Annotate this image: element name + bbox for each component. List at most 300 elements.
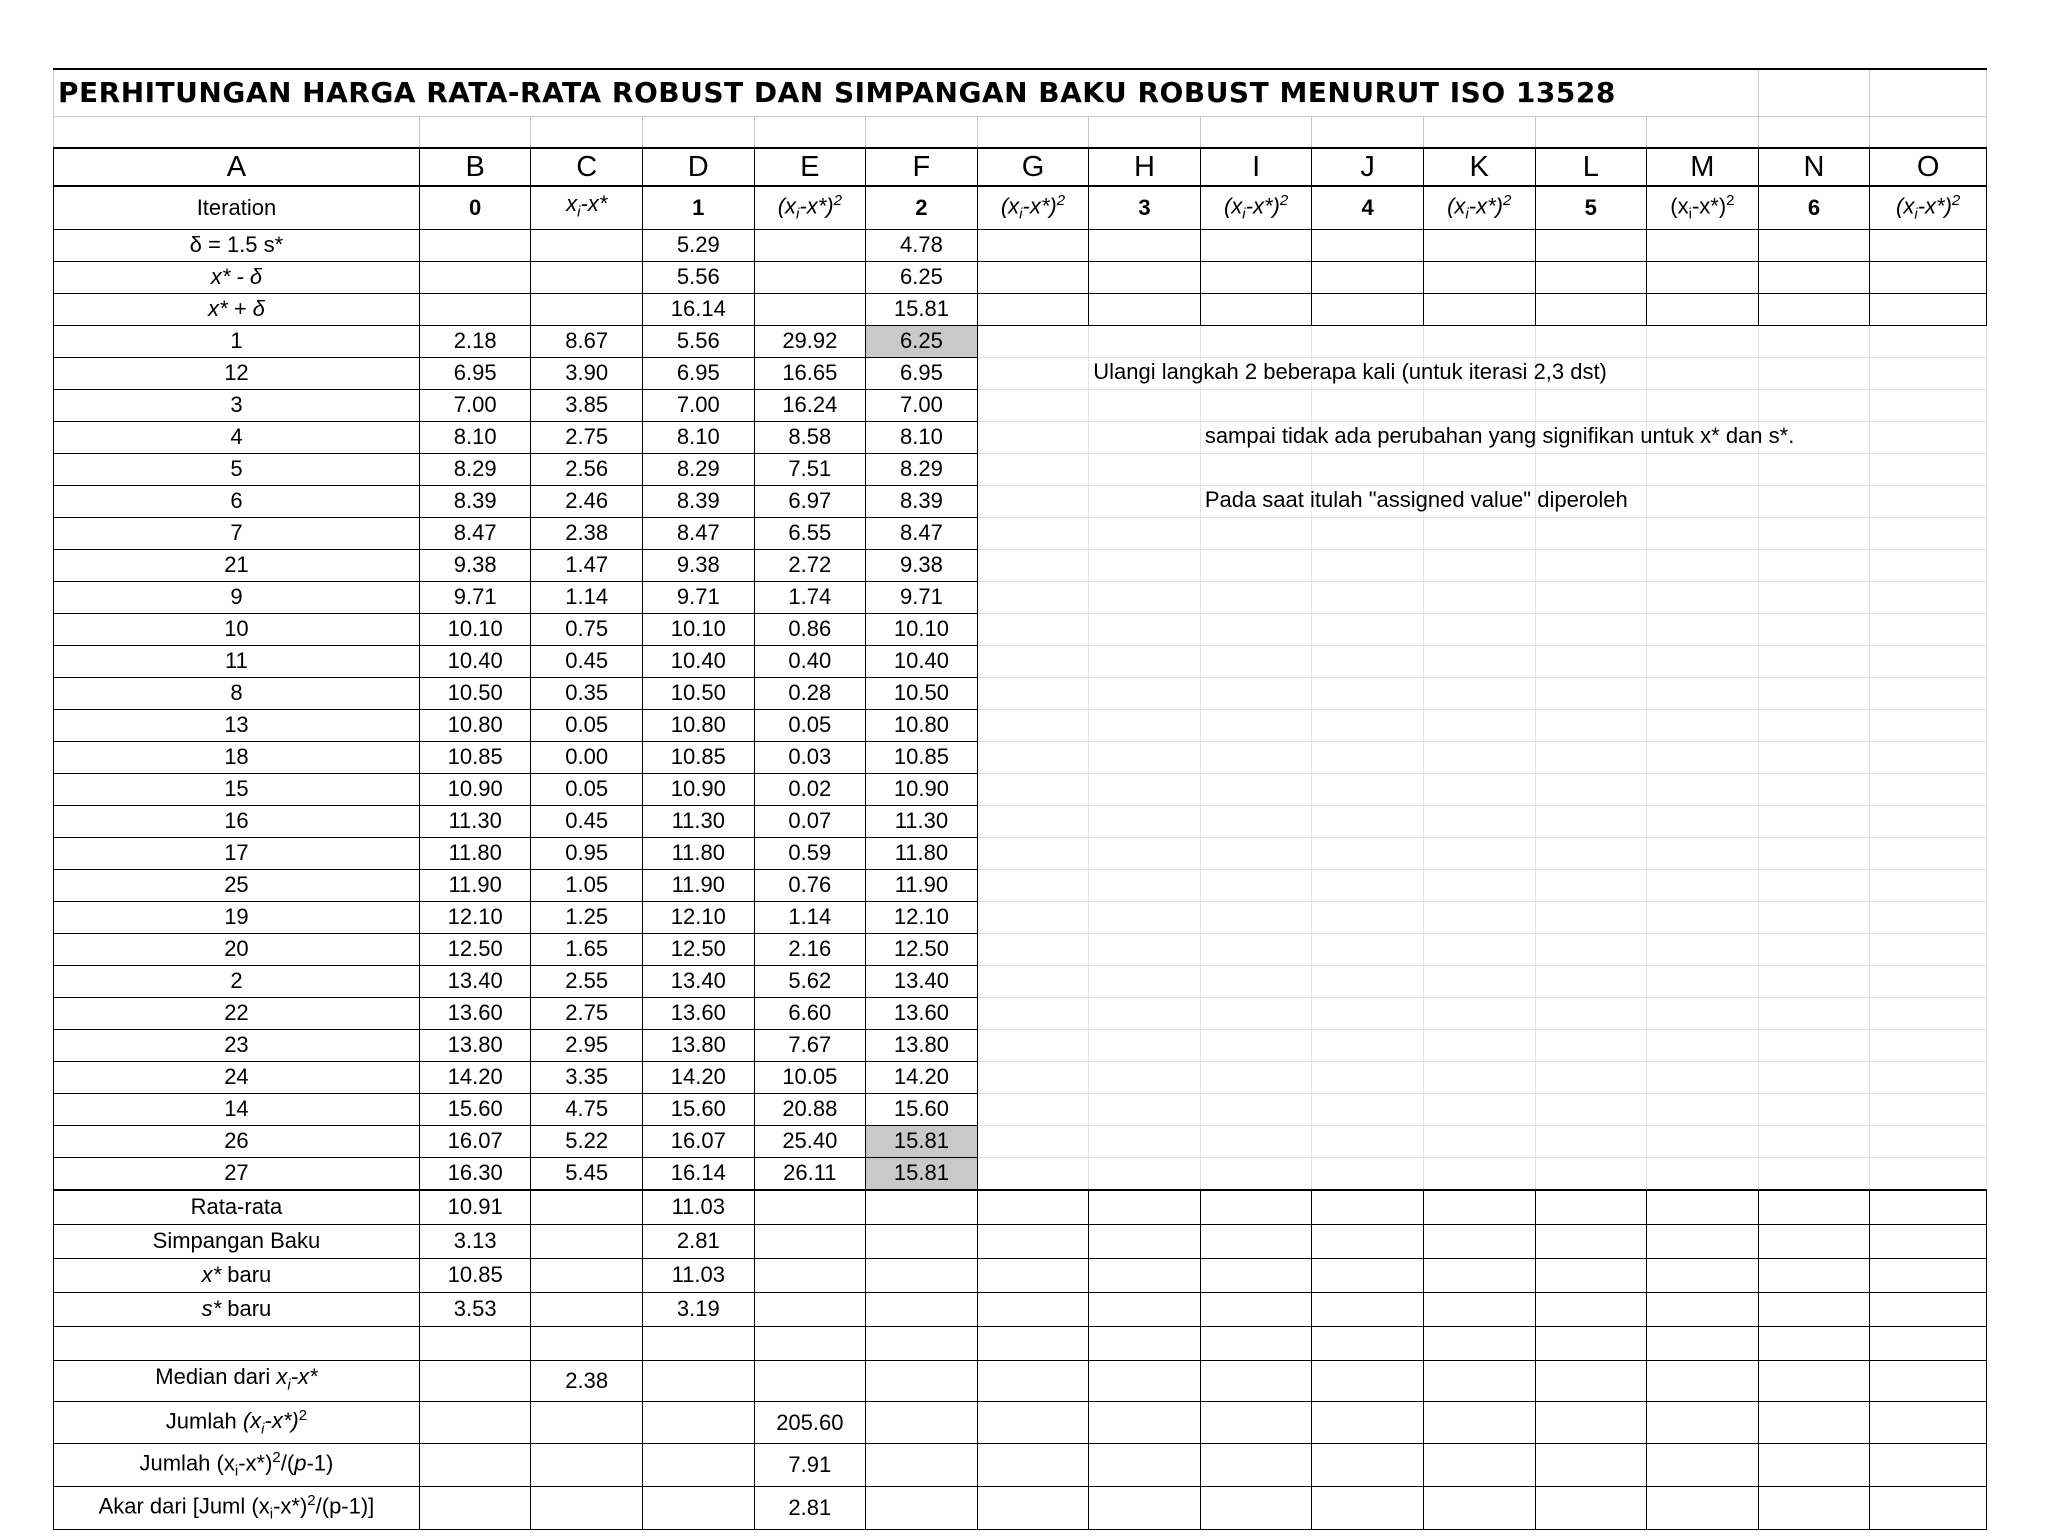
cell[interactable] — [977, 1061, 1089, 1093]
cell[interactable] — [1758, 1125, 1870, 1157]
cell[interactable] — [1312, 117, 1424, 149]
cell[interactable] — [1200, 1125, 1312, 1157]
cell[interactable] — [977, 485, 1089, 517]
cell[interactable] — [977, 229, 1089, 261]
cell[interactable] — [1312, 613, 1424, 645]
cell[interactable] — [1870, 549, 1987, 581]
cell[interactable] — [1089, 645, 1201, 677]
cell[interactable] — [1870, 293, 1987, 325]
cell[interactable] — [1758, 517, 1870, 549]
cell[interactable] — [977, 1292, 1089, 1326]
cell[interactable] — [1089, 261, 1201, 293]
cell[interactable] — [1200, 1258, 1312, 1292]
cell[interactable] — [1647, 1258, 1759, 1292]
cell[interactable] — [1200, 1157, 1312, 1190]
cell[interactable] — [866, 117, 978, 149]
cell[interactable] — [977, 613, 1089, 645]
cell[interactable] — [1870, 389, 1987, 421]
cell[interactable] — [1423, 1444, 1535, 1487]
cell[interactable] — [754, 1258, 866, 1292]
cell[interactable] — [1089, 741, 1201, 773]
cell[interactable] — [1089, 613, 1201, 645]
cell[interactable] — [1758, 1401, 1870, 1444]
cell[interactable] — [754, 117, 866, 149]
cell[interactable] — [1535, 1157, 1647, 1190]
cell[interactable] — [1758, 741, 1870, 773]
cell[interactable] — [1089, 1401, 1201, 1444]
cell[interactable] — [977, 805, 1089, 837]
cell[interactable] — [419, 1444, 531, 1487]
cell[interactable] — [1089, 997, 1201, 1029]
cell[interactable] — [1312, 1258, 1424, 1292]
cell[interactable] — [977, 677, 1089, 709]
cell[interactable] — [1870, 357, 1987, 389]
cell[interactable] — [1647, 1029, 1759, 1061]
cell[interactable] — [419, 1360, 531, 1401]
cell[interactable] — [1089, 1292, 1201, 1326]
cell[interactable] — [977, 741, 1089, 773]
cell[interactable] — [866, 1401, 978, 1444]
cell[interactable] — [531, 1258, 643, 1292]
cell[interactable] — [643, 1401, 755, 1444]
cell[interactable] — [977, 1157, 1089, 1190]
cell[interactable] — [1758, 1190, 1870, 1225]
cell[interactable] — [1089, 229, 1201, 261]
cell[interactable] — [1758, 709, 1870, 741]
cell[interactable] — [1312, 837, 1424, 869]
cell[interactable] — [1089, 1258, 1201, 1292]
cell[interactable] — [1535, 1444, 1647, 1487]
cell[interactable] — [1647, 613, 1759, 645]
cell[interactable] — [1535, 613, 1647, 645]
cell[interactable] — [1200, 677, 1312, 709]
cell[interactable] — [1312, 1292, 1424, 1326]
cell[interactable] — [1647, 805, 1759, 837]
cell[interactable] — [1870, 261, 1987, 293]
cell[interactable] — [1758, 261, 1870, 293]
cell[interactable] — [1870, 421, 1987, 453]
cell[interactable] — [1312, 389, 1424, 421]
cell[interactable] — [1423, 645, 1535, 677]
cell[interactable] — [1535, 1061, 1647, 1093]
cell[interactable] — [977, 1224, 1089, 1258]
cell[interactable] — [1758, 1292, 1870, 1326]
cell[interactable] — [1200, 645, 1312, 677]
cell[interactable] — [1423, 997, 1535, 1029]
cell[interactable] — [1200, 293, 1312, 325]
cell[interactable] — [1758, 1258, 1870, 1292]
cell[interactable] — [1089, 805, 1201, 837]
cell[interactable] — [1647, 1487, 1759, 1530]
cell[interactable] — [1423, 581, 1535, 613]
cell[interactable] — [1089, 389, 1201, 421]
cell[interactable] — [1423, 325, 1535, 357]
cell[interactable] — [1423, 229, 1535, 261]
cell[interactable] — [1535, 261, 1647, 293]
cell[interactable] — [977, 421, 1089, 453]
cell[interactable] — [1200, 549, 1312, 581]
cell[interactable] — [1312, 677, 1424, 709]
cell[interactable] — [977, 997, 1089, 1029]
cell[interactable] — [1870, 581, 1987, 613]
cell[interactable] — [754, 229, 866, 261]
cell[interactable] — [1870, 1125, 1987, 1157]
cell[interactable] — [1535, 645, 1647, 677]
cell[interactable] — [1647, 901, 1759, 933]
cell[interactable] — [1647, 549, 1759, 581]
cell[interactable] — [531, 1444, 643, 1487]
cell[interactable] — [1758, 453, 1870, 485]
cell[interactable] — [1089, 581, 1201, 613]
cell[interactable] — [1535, 517, 1647, 549]
cell[interactable] — [1200, 1401, 1312, 1444]
cell[interactable] — [1312, 549, 1424, 581]
cell[interactable] — [1647, 117, 1759, 149]
cell[interactable] — [1870, 69, 1987, 117]
cell[interactable] — [977, 837, 1089, 869]
cell[interactable] — [1200, 805, 1312, 837]
cell[interactable] — [1535, 837, 1647, 869]
cell[interactable] — [977, 1444, 1089, 1487]
cell[interactable] — [1647, 1401, 1759, 1444]
cell[interactable] — [1200, 453, 1312, 485]
cell[interactable] — [1647, 1444, 1759, 1487]
cell[interactable] — [1535, 1093, 1647, 1125]
cell[interactable] — [977, 117, 1089, 149]
cell[interactable] — [1647, 645, 1759, 677]
cell[interactable] — [1312, 1224, 1424, 1258]
cell[interactable] — [1647, 1224, 1759, 1258]
cell[interactable] — [1647, 453, 1759, 485]
cell[interactable] — [1200, 709, 1312, 741]
cell[interactable] — [977, 1029, 1089, 1061]
cell[interactable] — [1758, 1360, 1870, 1401]
cell[interactable] — [1089, 933, 1201, 965]
cell[interactable] — [1647, 1125, 1759, 1157]
cell[interactable] — [1089, 421, 1201, 453]
cell[interactable] — [1758, 325, 1870, 357]
cell[interactable] — [1535, 453, 1647, 485]
cell[interactable] — [1200, 869, 1312, 901]
cell[interactable] — [1647, 933, 1759, 965]
cell[interactable] — [1200, 325, 1312, 357]
cell[interactable] — [1312, 1444, 1424, 1487]
cell[interactable] — [1200, 837, 1312, 869]
cell[interactable] — [1535, 1487, 1647, 1530]
cell[interactable] — [1870, 485, 1987, 517]
cell[interactable] — [977, 933, 1089, 965]
cell[interactable] — [1870, 773, 1987, 805]
cell[interactable] — [1647, 1326, 1759, 1360]
cell[interactable] — [1758, 805, 1870, 837]
cell[interactable] — [531, 1292, 643, 1326]
cell[interactable] — [1200, 1360, 1312, 1401]
cell[interactable] — [977, 453, 1089, 485]
cell[interactable] — [1089, 1326, 1201, 1360]
cell[interactable] — [1535, 901, 1647, 933]
cell[interactable] — [977, 773, 1089, 805]
cell[interactable] — [1535, 1326, 1647, 1360]
cell[interactable] — [531, 1326, 643, 1360]
cell[interactable] — [1089, 677, 1201, 709]
cell[interactable] — [977, 645, 1089, 677]
cell[interactable] — [1647, 741, 1759, 773]
cell[interactable] — [1535, 229, 1647, 261]
cell[interactable] — [1535, 117, 1647, 149]
cell[interactable] — [1200, 1190, 1312, 1225]
cell[interactable] — [866, 1292, 978, 1326]
cell[interactable] — [1535, 805, 1647, 837]
cell[interactable] — [1089, 1224, 1201, 1258]
cell[interactable] — [1758, 1093, 1870, 1125]
cell[interactable] — [1312, 581, 1424, 613]
cell[interactable] — [1870, 1360, 1987, 1401]
cell[interactable] — [754, 1224, 866, 1258]
cell[interactable] — [1870, 1224, 1987, 1258]
cell[interactable] — [1647, 229, 1759, 261]
cell[interactable] — [1535, 325, 1647, 357]
cell[interactable] — [1089, 1190, 1201, 1225]
cell[interactable] — [643, 1444, 755, 1487]
cell[interactable] — [1200, 773, 1312, 805]
cell[interactable] — [1870, 965, 1987, 997]
cell[interactable] — [977, 517, 1089, 549]
cell[interactable] — [1089, 117, 1201, 149]
cell[interactable] — [1200, 1444, 1312, 1487]
cell[interactable] — [866, 1224, 978, 1258]
cell[interactable] — [977, 901, 1089, 933]
cell[interactable] — [1758, 933, 1870, 965]
cell[interactable] — [977, 1125, 1089, 1157]
cell[interactable] — [1312, 1029, 1424, 1061]
cell[interactable] — [531, 1224, 643, 1258]
cell[interactable] — [531, 1487, 643, 1530]
cell[interactable] — [1870, 613, 1987, 645]
cell[interactable] — [1089, 837, 1201, 869]
cell[interactable] — [1423, 901, 1535, 933]
cell[interactable] — [1870, 709, 1987, 741]
cell[interactable] — [531, 261, 643, 293]
cell[interactable] — [1423, 741, 1535, 773]
cell[interactable] — [1870, 1292, 1987, 1326]
cell[interactable] — [1312, 709, 1424, 741]
cell[interactable] — [1423, 709, 1535, 741]
cell[interactable] — [1423, 965, 1535, 997]
cell[interactable] — [1535, 1125, 1647, 1157]
cell[interactable] — [1535, 965, 1647, 997]
cell[interactable] — [1758, 837, 1870, 869]
cell[interactable] — [866, 1487, 978, 1530]
cell[interactable] — [1870, 325, 1987, 357]
cell[interactable] — [1758, 229, 1870, 261]
cell[interactable] — [1423, 389, 1535, 421]
cell[interactable] — [1535, 1292, 1647, 1326]
cell[interactable] — [1647, 1061, 1759, 1093]
cell[interactable] — [1200, 613, 1312, 645]
cell[interactable] — [1758, 1487, 1870, 1530]
cell[interactable] — [1200, 997, 1312, 1029]
cell[interactable] — [531, 117, 643, 149]
cell[interactable] — [1423, 677, 1535, 709]
cell[interactable] — [1423, 1401, 1535, 1444]
cell[interactable] — [1758, 773, 1870, 805]
cell[interactable] — [1647, 1360, 1759, 1401]
cell[interactable] — [1647, 837, 1759, 869]
cell[interactable] — [1089, 709, 1201, 741]
cell[interactable] — [1089, 293, 1201, 325]
cell[interactable] — [54, 117, 420, 149]
cell[interactable] — [1423, 1125, 1535, 1157]
cell[interactable] — [1423, 1326, 1535, 1360]
cell[interactable] — [531, 229, 643, 261]
cell[interactable] — [643, 1360, 755, 1401]
cell[interactable] — [1423, 1061, 1535, 1093]
cell[interactable] — [1312, 869, 1424, 901]
cell[interactable] — [1535, 773, 1647, 805]
cell[interactable] — [754, 1326, 866, 1360]
cell[interactable] — [643, 1326, 755, 1360]
cell[interactable] — [1870, 1190, 1987, 1225]
cell[interactable] — [1758, 69, 1870, 117]
cell[interactable] — [1312, 965, 1424, 997]
cell[interactable] — [1200, 965, 1312, 997]
cell[interactable] — [1312, 933, 1424, 965]
cell[interactable] — [1758, 117, 1870, 149]
cell[interactable] — [1200, 1487, 1312, 1530]
cell[interactable] — [419, 1326, 531, 1360]
cell[interactable] — [754, 293, 866, 325]
cell[interactable] — [1870, 1061, 1987, 1093]
cell[interactable] — [977, 1487, 1089, 1530]
cell[interactable] — [1870, 453, 1987, 485]
cell[interactable] — [1870, 1326, 1987, 1360]
cell[interactable] — [1758, 549, 1870, 581]
cell[interactable] — [1312, 1093, 1424, 1125]
cell[interactable] — [531, 1190, 643, 1225]
cell[interactable] — [1089, 1061, 1201, 1093]
cell[interactable] — [1423, 549, 1535, 581]
cell[interactable] — [1423, 869, 1535, 901]
cell[interactable] — [977, 965, 1089, 997]
cell[interactable] — [1758, 389, 1870, 421]
cell[interactable] — [1535, 389, 1647, 421]
cell[interactable] — [1423, 453, 1535, 485]
cell[interactable] — [1870, 229, 1987, 261]
cell[interactable] — [1089, 1157, 1201, 1190]
cell[interactable] — [754, 261, 866, 293]
cell[interactable] — [1423, 1258, 1535, 1292]
cell[interactable] — [1647, 709, 1759, 741]
cell[interactable] — [1870, 1093, 1987, 1125]
cell[interactable] — [1647, 773, 1759, 805]
cell[interactable] — [1200, 1292, 1312, 1326]
cell[interactable] — [866, 1326, 978, 1360]
cell[interactable] — [1312, 805, 1424, 837]
cell[interactable] — [1870, 901, 1987, 933]
cell[interactable] — [1758, 581, 1870, 613]
cell[interactable] — [1089, 549, 1201, 581]
cell[interactable] — [1758, 1326, 1870, 1360]
cell[interactable] — [1647, 965, 1759, 997]
cell[interactable] — [419, 1401, 531, 1444]
cell[interactable] — [1535, 709, 1647, 741]
cell[interactable] — [1423, 1093, 1535, 1125]
cell[interactable] — [1758, 869, 1870, 901]
cell[interactable] — [1312, 1061, 1424, 1093]
cell[interactable] — [1423, 1360, 1535, 1401]
cell[interactable] — [1423, 293, 1535, 325]
cell[interactable] — [1758, 357, 1870, 389]
cell[interactable] — [866, 1360, 978, 1401]
cell[interactable] — [1535, 293, 1647, 325]
cell[interactable] — [1200, 1093, 1312, 1125]
cell[interactable] — [977, 1190, 1089, 1225]
cell[interactable] — [1200, 741, 1312, 773]
cell[interactable] — [1200, 1061, 1312, 1093]
cell[interactable] — [866, 1190, 978, 1225]
cell[interactable] — [1647, 677, 1759, 709]
cell[interactable] — [1312, 1157, 1424, 1190]
cell[interactable] — [1647, 1190, 1759, 1225]
cell[interactable] — [1423, 1029, 1535, 1061]
cell[interactable] — [1423, 613, 1535, 645]
cell[interactable] — [1535, 933, 1647, 965]
cell[interactable] — [1312, 229, 1424, 261]
cell[interactable] — [1423, 1190, 1535, 1225]
cell[interactable] — [1870, 117, 1987, 149]
cell[interactable] — [1089, 869, 1201, 901]
cell[interactable] — [1758, 677, 1870, 709]
cell[interactable] — [977, 869, 1089, 901]
cell[interactable] — [1089, 453, 1201, 485]
cell[interactable] — [1758, 645, 1870, 677]
cell[interactable] — [1647, 997, 1759, 1029]
cell[interactable] — [643, 1487, 755, 1530]
cell[interactable] — [1870, 805, 1987, 837]
cell[interactable] — [1758, 1029, 1870, 1061]
cell[interactable] — [1089, 1360, 1201, 1401]
cell[interactable] — [1535, 869, 1647, 901]
cell[interactable] — [1535, 581, 1647, 613]
cell[interactable] — [419, 261, 531, 293]
cell[interactable] — [1535, 1360, 1647, 1401]
cell[interactable] — [531, 293, 643, 325]
cell[interactable] — [1089, 1093, 1201, 1125]
cell[interactable] — [1758, 1157, 1870, 1190]
cell[interactable] — [643, 117, 755, 149]
cell[interactable] — [1870, 741, 1987, 773]
cell[interactable] — [1535, 1029, 1647, 1061]
cell[interactable] — [977, 325, 1089, 357]
cell[interactable] — [1870, 645, 1987, 677]
cell[interactable] — [1423, 933, 1535, 965]
cell[interactable] — [419, 117, 531, 149]
cell[interactable] — [1312, 517, 1424, 549]
cell[interactable] — [1312, 1487, 1424, 1530]
cell[interactable] — [1647, 869, 1759, 901]
cell[interactable] — [1758, 485, 1870, 517]
cell[interactable] — [1312, 325, 1424, 357]
cell[interactable] — [1758, 965, 1870, 997]
cell[interactable] — [419, 1487, 531, 1530]
cell[interactable] — [1423, 517, 1535, 549]
cell[interactable] — [1312, 645, 1424, 677]
cell[interactable] — [1423, 1157, 1535, 1190]
cell[interactable] — [1870, 997, 1987, 1029]
cell[interactable] — [1647, 325, 1759, 357]
cell[interactable] — [54, 1326, 420, 1360]
cell[interactable] — [1758, 293, 1870, 325]
